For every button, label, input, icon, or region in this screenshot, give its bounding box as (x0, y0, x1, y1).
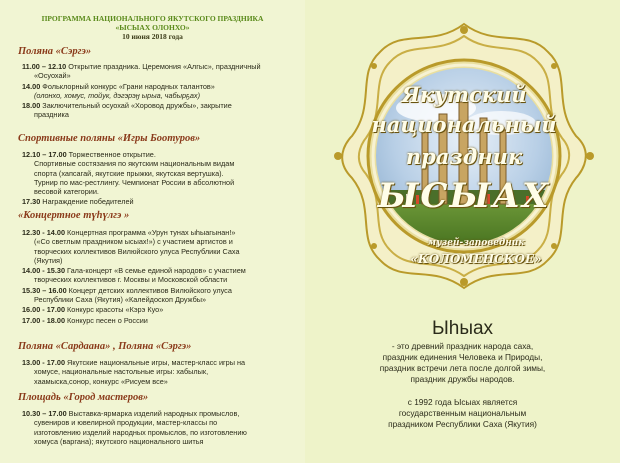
list-item: 10.30 – 17.00 Выставка-ярмарка изделий народных промыслов, сувениров и ювелирной продукции, мастер-классы по изготовлению изделий народных промыслов, по изготовлению хомуса (варгана); якутского национального шитья (22, 409, 247, 446)
list-item: 12.30 - 14.00 Концертная программа «Урун тунах ыһыагынан!» («Со светлым праздником ысыах!») с участием артистов и творческих коллективов Вилюйского улуса Республики Саха (Якутия) (22, 228, 240, 265)
ysyakh-status-text: с 1992 года Ысыах является государственным национальным праздником Республики Саха (Якутия) (388, 397, 537, 429)
section-title-masters: Площадь «Город мастеров» (18, 392, 149, 403)
program-header-title: ПРОГРАММА НАЦИОНАЛЬНОГО ЯКУТСКОГО ПРАЗДНИКА (41, 14, 264, 23)
section-entries-masters (22, 409, 302, 447)
section-title-serge: Поляна «Сэргэ» (18, 46, 92, 57)
poster-kolomenskoe: «КОЛОМЕНСКОЕ» (410, 252, 542, 266)
list-item: 16.00 - 17.00 Конкурс красоты «Кэрэ Куо» (22, 305, 164, 315)
poster-title-line2: национальный (371, 112, 557, 137)
list-item: 17.00 - 18.00 Конкурс песен о России (22, 315, 148, 325)
list-item: 18.00 Заключительный осуохай «Хоровод дружбы», закрытие праздника (22, 101, 232, 120)
list-item: 11.00 – 12.10 Открытие праздника. Церемония «Алгыс», праздничный «Осуохай» (22, 62, 261, 81)
list-item: 14.00 Фольклорный конкурс «Грани народных талантов» (олонхо, хомус, тойук, дэгэрэӈ ырыа, чабырҕах) (22, 81, 215, 100)
section-title-sports: Спортивные поляны «Игры Боотуров» (18, 133, 201, 144)
program-date: 10 июня 2018 года (122, 32, 183, 41)
section-entries-serge (22, 62, 302, 121)
poster-title-ysyakh: ЫСЫАХ (377, 176, 551, 216)
poster-title-line3: праздник (405, 144, 523, 169)
list-item: 12.10 – 17.00 Торжественное открытие. Спортивные состязания по якутским национальным видам спорта (хапсагай, якутские прыжки, якутская вертушка). Турнир по мас-рестлингу. Чемпионат России в абсолютной весовой категории. (22, 150, 235, 197)
list-item: 13.00 - 17.00 Якутские национальные игры, мастер-класс игры на хомусе, национальные настольные игры: хабылык, хаамыска,сонор, конкурс «Рисуем все» (22, 358, 246, 386)
list-item: 17.30 Награждение победителей (22, 197, 134, 207)
program-header-subtitle: «ЫСЫАХ ОЛОНХО» (115, 23, 190, 32)
section-entries-concert (22, 228, 302, 326)
ysyakh-heading: Ыhыах (431, 318, 494, 339)
list-item: 15.30 – 16.00 Концерт детских коллективов Вилюйского улуса Республики Саха (Якутия) «Калейдоскоп Дружбы» (22, 285, 232, 305)
section-title-sardaana: Поляна «Сардаана» , Поляна «Сэргэ» (18, 341, 192, 352)
list-item: 14.00 - 15.30 Гала-концерт «В семье единой народов» с участием творческих коллективов г. Москвы и Московской области (22, 266, 246, 285)
section-title-concert: «Концертное түһүлгэ » (18, 210, 130, 221)
poster-museum-label: музей-заповедник (427, 238, 525, 248)
ysyakh-description: - это древний праздник народа саха, праздник единения Человека и Природы, праздник встречи лета после долгой зимы, праздник дружбы народов. (379, 341, 546, 384)
program-header (0, 14, 305, 41)
poster-title-line1: Якутский (401, 82, 527, 107)
section-entries-sardaana (22, 358, 302, 387)
section-entries-sports (22, 150, 302, 208)
